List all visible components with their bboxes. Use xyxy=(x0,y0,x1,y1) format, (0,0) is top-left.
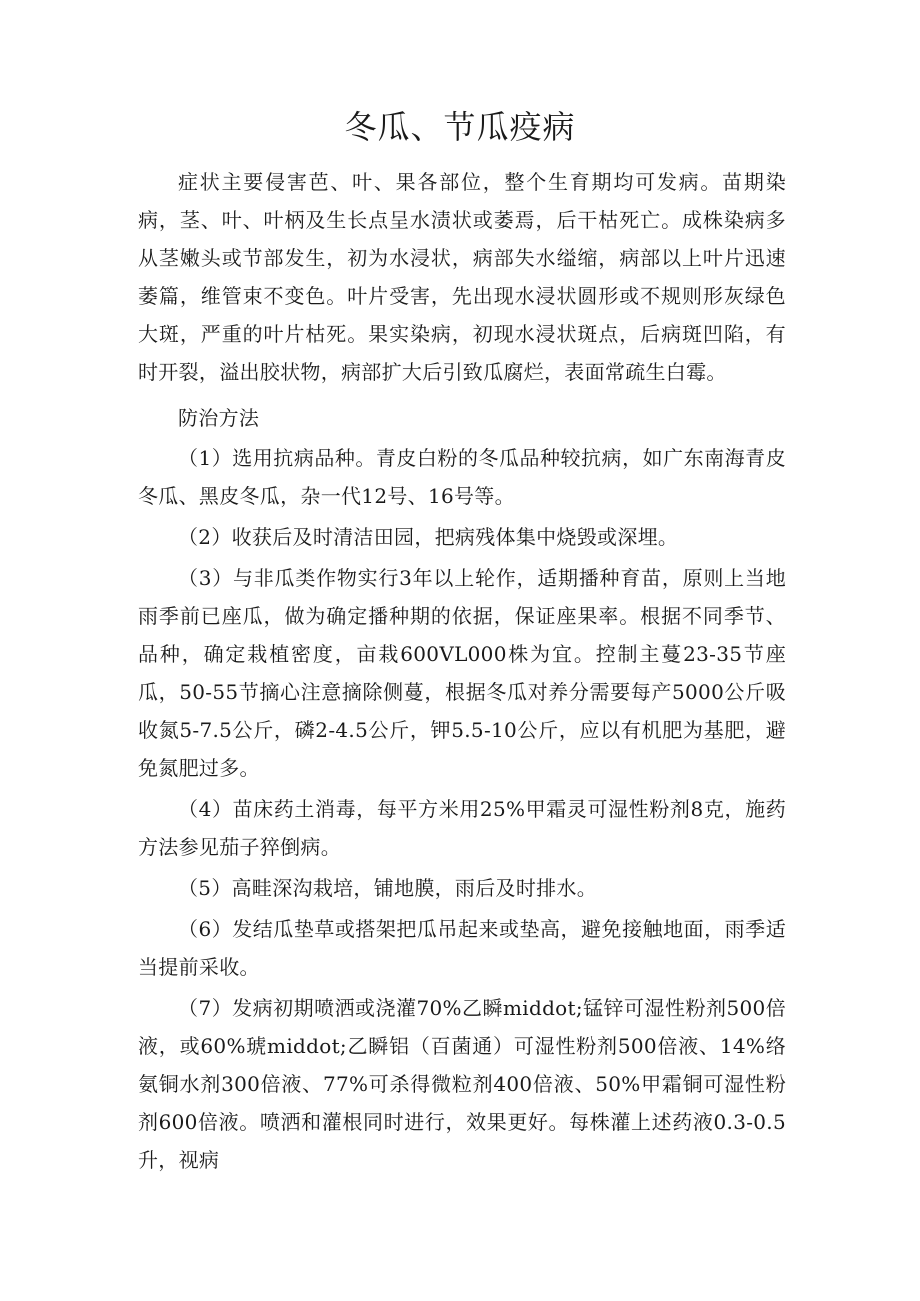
control-methods-heading: 防治方法 xyxy=(178,406,260,430)
symptoms-paragraph: 症状主要侵害芭、叶、果各部位，整个生育期均可发病。苗期染病，茎、叶、叶柄及生长点呈水渍状或萎焉，后干枯死亡。成株染病多从茎嫩头或节部发生，初为水浸状，病部失水缢缩，病部以上叶片迅速萎篇，维管束不变色。叶片受害，先出现水浸状圆形或不规则形灰绿色大斑，严重的叶片枯死。果实染病，初现水浸状斑点，后病斑凹陷，有时开裂，溢出胶状物，病部扩大后引致瓜腐烂，表面常疏生白霉。 xyxy=(138,170,786,384)
control-item-3: （3）与非瓜类作物实行3年以上轮作，适期播种育苗，原则上当地雨季前已座瓜，做为确定播种期的依据，保证座果率。根据不同季节、品种，确定栽植密度，亩栽600VL000株为宜。控制主蔓23-35节座瓜，50-55节摘心注意摘除侧蔓，根据冬瓜对养分需要每产5000公斤吸收氮5-7.5公斤，磷2-4.5公斤，钾5.5-10公斤，应以有机肥为基肥，避免氮肥过多。 xyxy=(138,566,786,780)
control-item-1: （1）选用抗病品种。青皮白粉的冬瓜品种较抗病，如广东南海青皮冬瓜、黑皮冬瓜，杂一代12号、16号等。 xyxy=(138,446,786,508)
control-item-5: （5）高畦深沟栽培，铺地膜，雨后及时排水。 xyxy=(178,876,598,900)
page-title: 冬瓜、节瓜疫病 xyxy=(344,108,576,146)
control-item-6: （6）发结瓜垫草或搭架把瓜吊起来或垫高，避免接触地面，雨季适当提前采收。 xyxy=(138,917,786,979)
document-body xyxy=(138,163,786,1182)
control-item-4: （4）苗床药土消毒，每平方米用25%甲霜灵可湿性粉剂8克，施药方法参见茄子猝倒病。 xyxy=(138,797,786,859)
control-item-7: （7）发病初期喷洒或浇灌70%乙瞬middot;锰锌可湿性粉剂500倍液，或60%琥middot;乙瞬铝（百菌通）可湿性粉剂500倍液、14%络氨铜水剂300倍液、77%可杀得微粒剂400倍液、50%甲霜铜可湿性粉剂600倍液。喷洒和灌根同时进行，效果更好。每株灌上述药液0.3-0.5升，视病 xyxy=(138,996,786,1172)
control-item-2: （2）收获后及时清洁田园，把病残体集中烧毁或深埋。 xyxy=(178,525,679,549)
